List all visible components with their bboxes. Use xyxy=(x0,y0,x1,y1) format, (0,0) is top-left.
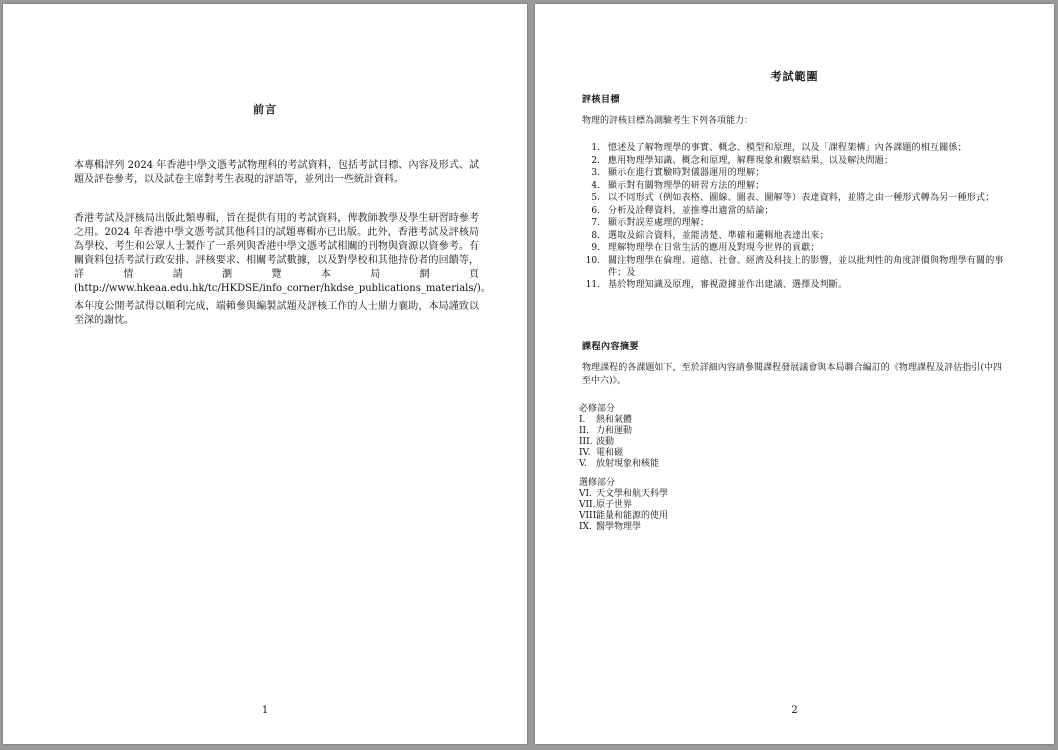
compulsory-topic-item xyxy=(579,415,659,426)
elective-title: 選修部分 xyxy=(579,478,616,488)
compulsory-topic-item xyxy=(579,459,659,470)
compulsory-topic-number: III. xyxy=(579,437,593,447)
objective-text: 應用物理學知識、概念和原理，解釋現象和觀察結果，以及解決問題； xyxy=(608,155,894,166)
objective-number: 4. xyxy=(591,180,600,191)
objective-number: 10. xyxy=(585,255,600,266)
elective-topic-item xyxy=(579,489,668,500)
objective-item xyxy=(582,155,1012,167)
objectives-heading: 評核目標 xyxy=(582,95,621,105)
compulsory-title: 必修部分 xyxy=(579,404,616,414)
compulsory-topic-text: 熱和氣體 xyxy=(596,415,633,425)
objectives-intro: 物理的評核目標為測驗考生下列各項能力： xyxy=(582,116,754,126)
objective-item xyxy=(582,192,1012,204)
compulsory-topic-item xyxy=(579,437,659,448)
document-page-1 xyxy=(3,4,527,744)
elective-topic-number: VIII. xyxy=(579,511,600,521)
objective-text: 基於物理知識及原理，審視證據並作出建議、選擇及判斷。 xyxy=(608,280,848,290)
objective-item xyxy=(582,242,1012,254)
curriculum-intro: 物理課程的各課題如下，至於詳細內容請參閱課程發展議會與本局聯合編訂的《物理課程及評估指引(中四至中六)》。 xyxy=(582,363,1002,386)
elective-section xyxy=(579,478,668,533)
objective-text: 憶述及了解物理學的事實、概念、模型和原理，以及「課程架構」內各課題的相互關係； xyxy=(608,143,967,153)
objective-item xyxy=(582,230,1012,242)
objective-item xyxy=(582,217,1012,229)
objective-number: 1. xyxy=(591,143,600,153)
elective-topic-text: 能量和能源的使用 xyxy=(596,511,669,521)
compulsory-list xyxy=(579,415,659,470)
objective-text: 顯示在進行實驗時對儀器運用的理解； xyxy=(608,168,765,178)
curriculum-heading: 課程內容摘要 xyxy=(582,342,640,352)
elective-topic-text: 醫學物理學 xyxy=(596,522,642,532)
compulsory-topic-number: V. xyxy=(579,459,587,469)
objective-text: 顯示對誤差處理的理解； xyxy=(608,218,710,228)
objective-text: 理解物理學在日常生活的應用及對現今世界的貢獻； xyxy=(608,243,820,253)
compulsory-topic-number: I. xyxy=(579,415,586,425)
objective-number: 5. xyxy=(591,193,600,203)
elective-topic-item xyxy=(579,511,668,522)
objective-number: 11. xyxy=(585,280,600,290)
elective-topic-text: 原子世界 xyxy=(596,500,633,510)
elective-list xyxy=(579,489,668,533)
compulsory-section xyxy=(579,404,659,470)
document-page-2 xyxy=(535,4,1054,744)
compulsory-topic-text: 電和磁 xyxy=(596,448,624,458)
objective-item xyxy=(582,255,1012,279)
page-number: 1 xyxy=(261,705,269,716)
compulsory-topic-number: II. xyxy=(579,426,589,436)
objective-number: 3. xyxy=(591,168,600,178)
objective-item xyxy=(582,205,1012,217)
objective-text: 顯示對有關物理學的研習方法的理解； xyxy=(608,180,765,191)
page-title: 前言 xyxy=(253,103,277,116)
objective-number: 7. xyxy=(591,218,600,228)
objective-item xyxy=(582,142,1012,154)
page-title: 考試範圍 xyxy=(770,70,819,83)
elective-topic-text: 天文學和航天科學 xyxy=(596,489,669,499)
compulsory-topic-text: 力和運動 xyxy=(596,426,633,436)
objective-number: 8. xyxy=(591,230,600,241)
compulsory-topic-item xyxy=(579,426,659,437)
thanks-paragraph: 本年度公開考試得以順利完成，端賴參與編製試題及評核工作的人士鼎力襄助，本局謹致以至深的謝忱。 xyxy=(74,301,479,326)
compulsory-topic-text: 波動 xyxy=(596,437,615,447)
objective-number: 6. xyxy=(591,205,600,216)
elective-topic-item xyxy=(579,522,668,533)
objective-text: 關注物理學在倫理、道德、社會、經濟及科技上的影響，並以批判性的角度評價與物理學有關的事件；及 xyxy=(608,255,1004,278)
objective-text: 分析及詮釋資料，並推導出適當的結論； xyxy=(608,205,774,216)
page-number: 2 xyxy=(791,705,798,716)
objectives-list xyxy=(582,142,1012,292)
elective-topic-number: IX. xyxy=(579,522,592,532)
elective-topic-number: VI. xyxy=(579,489,592,499)
objective-item xyxy=(582,167,1012,179)
elective-topic-number: VII. xyxy=(579,500,596,510)
publication-paragraph: 香港考試及評核局出版此類專輯，旨在提供有用的考試資料，俾教師教學及學生研習時參考之用。2024 年香港中學文憑考試其他科目的試題專輯亦已出版。此外，香港考試及評核局為學校、考生和公眾人士製作了一系列與香港中學文憑考試相關的刊物與資源以資參考。有關資料包括考試行政安排、評核要求、相關考試數據，以及對學校和其他持份者的回饋等，詳情請瀏覽本局網頁 (http://www.hkeaa.edu.hk/tc/HKDSE/info_corner/hkdse_publications_materials/)。 xyxy=(74,213,491,294)
objective-item xyxy=(582,279,1012,291)
objective-number: 9. xyxy=(591,243,600,253)
objective-item xyxy=(582,180,1012,192)
objective-number: 2. xyxy=(591,155,600,166)
objective-text: 選取及綜合資料，並能清楚、準確和邏輯地表達出來； xyxy=(608,230,829,241)
intro-paragraph: 本專輯評列 2024 年香港中學文憑考試物理科的考試資料，包括考試目標、內容及形式、試題及評卷參考，以及試卷主席對考生表現的評語等，並列出一些統計資料。 xyxy=(74,160,479,185)
objective-text: 以不同形式（例如表格、圖線、圖表、圖解等）表達資料，並將之由一種形式轉為另一種形式； xyxy=(608,193,995,203)
elective-topic-item xyxy=(579,500,668,511)
compulsory-topic-text: 放射現象和核能 xyxy=(596,459,660,469)
compulsory-topic-item xyxy=(579,448,659,459)
compulsory-topic-number: IV. xyxy=(579,448,591,458)
